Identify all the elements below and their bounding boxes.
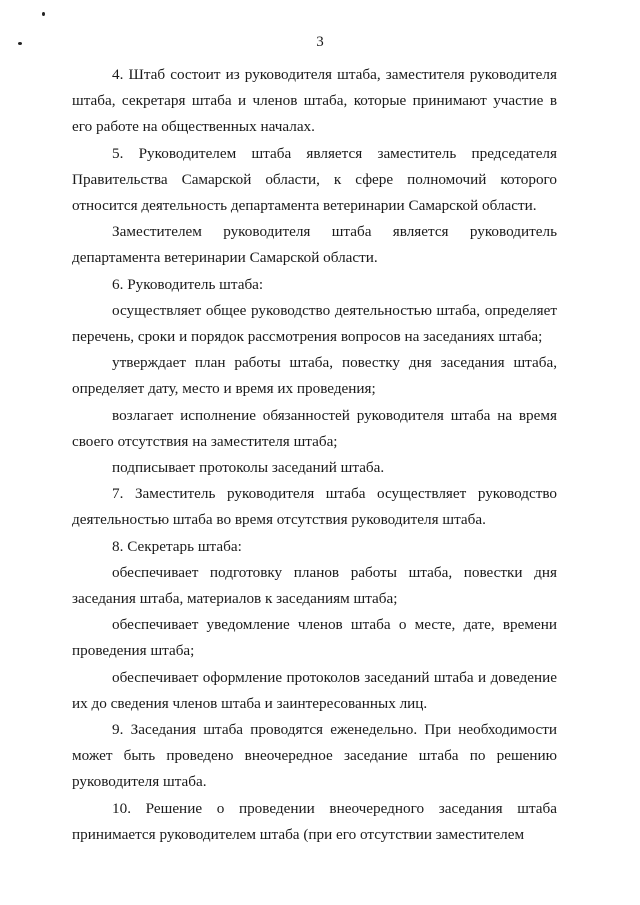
paragraph-8-item-2: обеспечивает уведомление членов штаба о месте, дате, времени проведения штаба; [72,616,557,660]
page-number: 3 [316,34,324,50]
paragraph-8-heading: 8. Секретарь штаба: [112,537,242,555]
document-body [72,62,557,848]
paragraph-6-item-3: возлагает исполнение обязанностей руководителя штаба на время своего отсутствия на заместителя штаба; [72,406,557,450]
paragraph-5-deputy: Заместителем руководителя штаба является руководитель департамента ветеринарии Самарской области. [72,223,557,267]
paragraph-9: 9. Заседания штаба проводятся еженедельно. При необходимости может быть проведено внеочередное заседание штаба по решению руководителя штаба. [72,721,557,791]
paragraph-4: 4. Штаб состоит из руководителя штаба, заместителя руководителя штаба, секретаря штаба и членов штаба, которые принимают участие в его работе на общественных началах. [72,66,557,136]
paragraph-8-item-3: обеспечивает оформление протоколов заседаний штаба и доведение их до сведения членов штаба и заинтересованных лиц. [72,668,557,712]
paragraph-6-item-1: осуществляет общее руководство деятельностью штаба, определяет перечень, сроки и порядок рассмотрения вопросов на заседаниях штаба; [72,301,557,346]
scan-speck-top [42,12,45,16]
paragraph-5: 5. Руководителем штаба является заместитель председателя Правительства Самарской области, к сфере полномочий которого относится деятельность департамента ветеринарии Самарской области. [72,144,557,215]
paragraph-6-heading: 6. Руководитель штаба: [112,275,264,293]
paragraph-10: 10. Решение о проведении внеочередного заседания штаба принимается руководителем штаба (при его отсутствии заместителем [72,799,557,843]
paragraph-7: 7. Заместитель руководителя штаба осуществляет руководство деятельностью штаба во время отсутствия руководителя штаба. [72,485,557,529]
paragraph-6-item-2: утверждает план работы штаба, повестку дня заседания штаба, определяет дату, место и время их проведения; [72,354,557,398]
paragraph-8-item-1: обеспечивает подготовку планов работы штаба, повестки дня заседания штаба, материалов к заседаниям штаба; [72,563,557,608]
paragraph-6-item-4: подписывает протоколы заседаний штаба. [112,459,385,477]
